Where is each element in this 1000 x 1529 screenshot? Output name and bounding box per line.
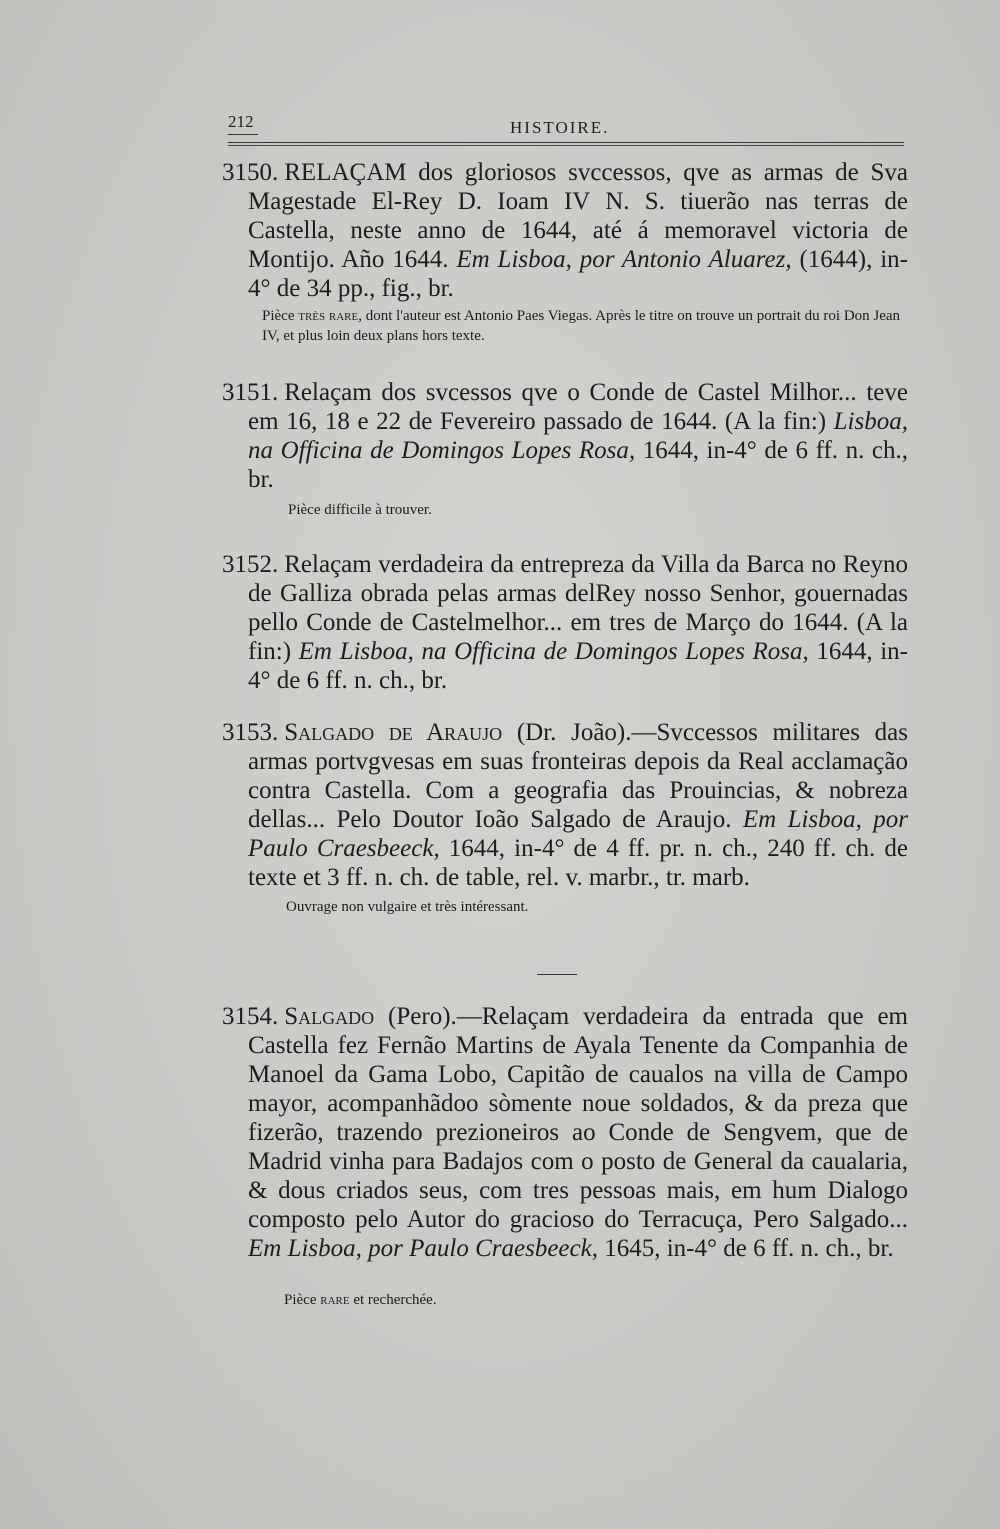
header-rule-secondary [228, 145, 904, 146]
entry-3150-note: Pièce très rare, dont l'auteur est Antonio Paes Viegas. Après le titre on trouve un portrait du roi Don Jean IV, et plus loin deux plans hors texte. [262, 308, 901, 344]
entry-3151-note: Pièce difficile à trouver. [288, 502, 432, 518]
entry-number: 3154. [222, 1003, 279, 1030]
entry-3153-note: Ouvrage non vulgaire et très intéressant. [286, 899, 529, 915]
entry-text: 3154. Salgado (Pero).—Relaçam verdadeira da entrada que em Castella fez Fernão Martins de Ayala Tenente da Companhia de Manoel da Gama Lobo, Capitão de caualos na villa de Campo mayor, acompanhãdoo sòmente noue soldados, & da preza que fizerão, trazendo prezioneiros ao Conde de Sengvem, que de Madrid vinha para Badajos com o posto de General da caualaria, & dous criados seus, com tres pessoas mais, em hum Dialogo composto pelo Autor do gracioso do Terracuça, Pero Salgado... Em Lisboa, por Paulo Craesbeeck, 1645, in-4° de 6 ff. n. ch., br. [222, 1003, 908, 1262]
entry-number: 3152. [222, 551, 279, 578]
entry-3152 [222, 550, 908, 695]
entry-author: Salgado [284, 1003, 375, 1030]
entry-text: 3151. Relaçam dos svcessos qve o Conde de Castel Milhor... teve em 16, 18 e 22 de Fevereiro passado de 1644. (A la fin:) Lisboa, na Officina de Domingos Lopes Rosa, 1644, in-4° de 6 ff. n. ch., br. [222, 379, 908, 493]
entry-text: 3152. Relaçam verdadeira da entrepreza da Villa da Barca no Reyno de Galliza obrada pelas armas delRey nosso Senhor, gouernadas pello Conde de Castelmelhor... em tres de Março do 1644. (A la fin:) Em Lisboa, na Officina de Domingos Lopes Rosa, 1644, in-4° de 6 ff. n. ch., br. [222, 551, 908, 694]
header-rule [228, 142, 904, 143]
entry-3150 [222, 158, 908, 303]
entry-text: 3150. RELAÇAM dos gloriosos svccessos, qve as armas de Sva Magestade El-Rey D. Ioam IV N. S. tiuerão nas terras de Castella, neste anno de 1644, até á memoravel victoria de Montijo. Año 1644. Em Lisboa, por Antonio Aluarez, (1644), in-4° de 34 pp., fig., br. [222, 159, 908, 302]
running-header [228, 112, 904, 152]
entry-number: 3153. [222, 719, 279, 746]
entry-3151 [222, 378, 908, 494]
running-title: HISTOIRE. [510, 118, 610, 137]
page-number: 212 [228, 112, 254, 131]
entry-text: 3153. Salgado de Araujo (Dr. João).—Svccessos militares das armas portvgvesas em suas fronteiras depois da Real acclamação contra Castella. Com a geografia das Prouincias, & nobreza dellas... Pelo Doutor Ioão Salgado de Araujo. Em Lisboa, por Paulo Craesbeeck, 1644, in-4° de 4 ff. pr. n. ch., 240 ff. ch. de texte et 3 ff. n. ch. de table, rel. v. marbr., tr. marb. [222, 719, 909, 891]
entry-3154 [222, 1002, 908, 1263]
entry-number: 3150. [222, 159, 279, 186]
section-separator [537, 974, 577, 975]
entry-3153 [222, 718, 908, 892]
entry-author: Salgado de Araujo [284, 719, 503, 746]
entry-3154-note: Pièce rare et recherchée. [284, 1292, 437, 1308]
page-number-underline [228, 134, 258, 135]
entry-number: 3151. [222, 379, 279, 406]
